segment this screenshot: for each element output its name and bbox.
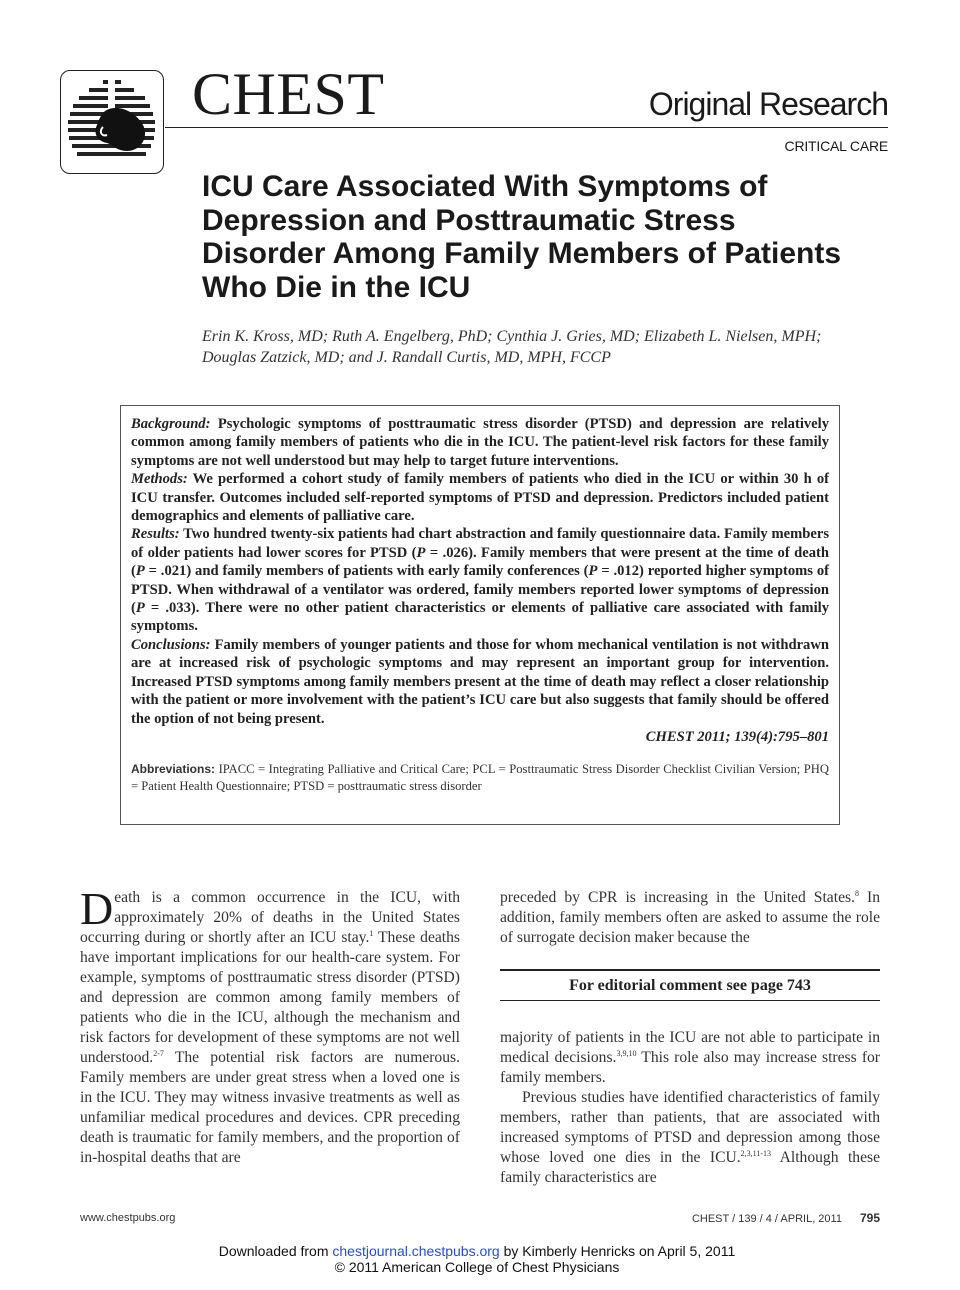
journal-logo — [60, 70, 164, 174]
body-text: majority of patients in the ICU are not able to participate in medical decisions. — [500, 1029, 880, 1066]
reference-link[interactable]: 1 — [369, 929, 374, 938]
reference-link[interactable]: 8 — [854, 889, 859, 898]
body-text: In addition, family members often are asked to assume the role of surrogate decision maker because the — [500, 889, 881, 946]
abstract-methods-text: We performed a cohort study of family members of patients who died in the ICU or within 30 h of ICU transfer. Outcomes included self-reported symptoms of PTSD and depression. Predictors included patient demographics and elements of palliative care. — [131, 471, 829, 525]
reference-link[interactable]: 2,3,11-13 — [740, 1149, 772, 1158]
body-column-right-bottom — [500, 1028, 880, 1188]
abbreviations — [131, 761, 829, 795]
p-value-symbol: P — [135, 563, 145, 580]
body-text: Previous studies have identified characteristics of family members, rather than patients, that are associated with increased symptoms of PTSD and depression among those whose loved one dies in the ICU. — [500, 1089, 880, 1166]
reference-link[interactable]: 3,9,10 — [616, 1049, 637, 1058]
body-column-right-top — [500, 888, 880, 948]
body-paragraph — [500, 1088, 880, 1188]
body-text: The potential risk factors are numerous. Family members are under great stress when a loved one is in the ICU. They may witness invasive treatments as well as unfamiliar medical procedures and devices. CPR preceding death is traumatic for family members, and the proportion of in-hospital deaths that are — [80, 1049, 460, 1166]
article-type: Original Research — [648, 86, 888, 122]
abstract-label: Results: — [131, 526, 180, 543]
abstract-results-text: = .012) reported higher symptoms of PTSD. When withdrawal of a ventilator was ordered, family members reported lower symptoms of depression ( — [131, 563, 829, 617]
abbreviations-text: IPACC = Integrating Palliative and Critical Care; PCL = Posttraumatic Stress Disorder Checklist Civilian Version; PHQ = Patient Health Questionnaire; PTSD = posttraumatic stress disorder — [131, 762, 829, 794]
abstract-label: Conclusions: — [131, 636, 211, 653]
abstract-methods — [131, 470, 829, 525]
abstract-results-text: = .021) and family members of patients with early family conferences ( — [144, 563, 589, 580]
body-paragraph — [500, 888, 880, 948]
body-paragraph — [80, 883, 460, 1168]
abstract-label: Background: — [131, 416, 211, 432]
p-value-symbol: P — [588, 563, 598, 580]
author-list — [202, 326, 892, 368]
abstract-results-text: Two hundred twenty-six patients had chart abstraction and family questionnaire data. Family members of older patients had lower scores for PTSD ( — [131, 526, 829, 561]
abstract-label: Methods: — [131, 471, 188, 488]
abstract-conclusions-text: Family members of younger patients and those for whom mechanical ventilation is not withdrawn are at increased risk of psychologic symptoms and may represent an important group for intervention. Increased PTSD symptoms among family members present at the time of death may reflect a closer relationship with the patient or more involvement with the patient’s ICU care but also suggests that family should be offered the option of not being present. — [131, 636, 829, 727]
body-text: eath is a common occurrence in the ICU, with approximately 20% of deaths in the United States occurring during or shortly after an ICU stay. — [80, 889, 460, 946]
citation: CHEST 2011; 139(4):795–801 — [645, 728, 829, 745]
abstract-results-text: = .026). Family members that were present at the time of death ( — [131, 544, 829, 580]
body-text: These deaths have important implications for our health-care system. For example, symptoms of posttraumatic stress disorder (PTSD) and depression are common among family members of patients who die in the ICU, although the mechanism and risk factors for development of these symptoms are not well understood. — [80, 929, 460, 1066]
journal-name: CHEST — [192, 61, 385, 127]
editorial-comment-note[interactable]: For editorial comment see page 743 — [500, 969, 880, 1001]
abstract-background-text: Psychologic symptoms of posttraumatic stress disorder (PTSD) and depression are relatively common among family members of patients who die in the ICU. The patient-level risk factors for these family symptoms are not well understood but may help to target future interventions. — [131, 416, 829, 469]
header-rule — [165, 127, 888, 128]
body-text: preceded by CPR is increasing in the United States. — [500, 889, 855, 906]
article-title: ICU Care Associated With Symptoms of Depression and Posttraumatic Stress Disorder Among Family Members of Patients Who Die in the ICU — [202, 170, 842, 304]
abstract-background — [131, 415, 829, 470]
abstract-results — [131, 525, 829, 635]
body-paragraph — [500, 1028, 880, 1088]
chest-lungs-heart-logo-icon — [61, 71, 162, 172]
p-value-symbol: P — [135, 600, 145, 617]
section-label: CRITICAL CARE — [784, 138, 888, 154]
download-prefix: Downloaded from — [218, 1243, 333, 1259]
abbreviations-label: Abbreviations: — [131, 762, 216, 777]
drop-cap: D — [80, 883, 114, 934]
download-suffix: by Kimberly Henricks on April 5, 2011 — [499, 1243, 736, 1259]
p-value-symbol: P — [416, 544, 426, 561]
download-notice — [0, 1243, 954, 1275]
page-number: 795 — [859, 1211, 880, 1225]
reference-link[interactable]: 2-7 — [153, 1049, 164, 1058]
footer-issue: CHEST / 139 / 4 / APRIL, 2011 — [691, 1213, 842, 1225]
authors-line-1: Erin K. Kross, MD; Ruth A. Engelberg, PhD; Cynthia J. Gries, MD; Elizabeth L. Nielsen, MPH; — [202, 328, 822, 345]
body-text: This role also may increase stress for family members. — [500, 1049, 880, 1086]
abstract-conclusions — [131, 636, 829, 728]
authors-line-2: Douglas Zatzick, MD; and J. Randall Curtis, MD, MPH, FCCP — [202, 349, 611, 366]
abstract-results-text: = .033). There were no other patient characteristics or elements of palliative care associated with family symptoms. — [131, 600, 829, 635]
footer-website[interactable]: www.chestpubs.org — [80, 1212, 176, 1224]
abstract-text — [131, 415, 829, 795]
download-line — [0, 1243, 954, 1259]
body-column-left — [80, 883, 460, 1168]
copyright: © 2011 American College of Chest Physicians — [334, 1259, 620, 1275]
body-text: Although these family characteristics are — [500, 1149, 881, 1186]
footer-issue-info — [692, 1211, 880, 1225]
abstract-box — [120, 405, 840, 825]
download-link[interactable]: chestjournal.chestpubs.org — [332, 1243, 500, 1259]
